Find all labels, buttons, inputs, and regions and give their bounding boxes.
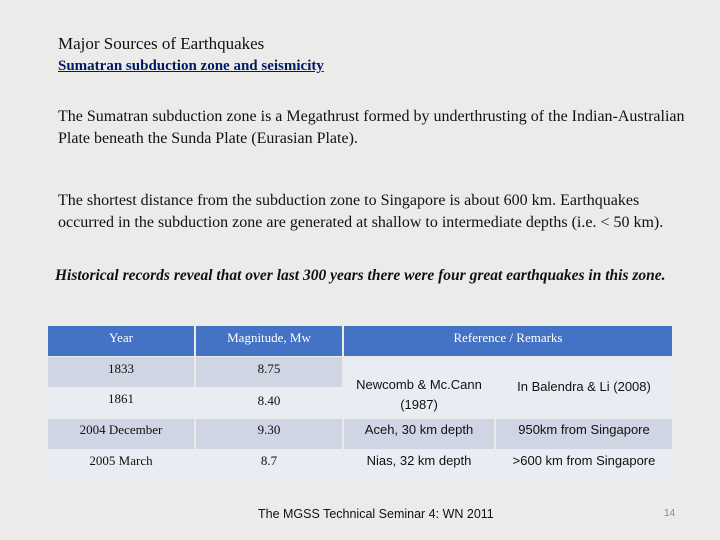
header-year: Year xyxy=(48,326,194,356)
row-2004-reference: Aceh, 30 km depth xyxy=(344,419,494,449)
footer-text: The MGSS Technical Seminar 4: WN 2011 xyxy=(258,507,494,521)
row-1861-year: 1861 xyxy=(48,388,194,418)
highlight-historical: Historical records reveal that over last 300 years there were four great earthquakes in this zone. xyxy=(55,267,666,284)
merged-reference: Newcomb & Mc.Cann (1987) xyxy=(344,357,494,418)
paragraph-distance: The shortest distance from the subduction zone to Singapore is about 600 km. Earthquakes occurred in the subduction zone are generated at shallow to intermediate depths (i.e. < 50 km). xyxy=(58,192,664,231)
page-number: 14 xyxy=(664,508,676,519)
merged-remark: In Balendra & Li (2008) xyxy=(496,357,672,418)
row-2004-magnitude: 9.30 xyxy=(196,419,342,449)
paragraph-subduction: The Sumatran subduction zone is a Megathrust formed by underthrusting of the Indian-Australian Plate beneath the Sunda Plate (Eurasian Plate). xyxy=(58,108,685,147)
row-2005-year: 2005 March xyxy=(48,450,194,481)
row-2005-remark: >600 km from Singapore xyxy=(496,450,672,481)
row-2005-magnitude: 8.7 xyxy=(196,450,342,481)
row-2004-year: 2004 December xyxy=(48,419,194,449)
row-2004-remark: 950km from Singapore xyxy=(496,419,672,449)
row-2005-reference: Nias, 32 km depth xyxy=(344,450,494,481)
earthquake-table xyxy=(48,326,672,481)
header-reference: Reference / Remarks xyxy=(344,326,672,356)
row-1833-year: 1833 xyxy=(48,357,194,387)
row-1833-magnitude: 8.75 xyxy=(196,357,342,387)
slide-subtitle: Sumatran subduction zone and seismicity xyxy=(58,58,324,74)
slide-title: Major Sources of Earthquakes xyxy=(58,34,265,53)
row-1861-magnitude: 8.40 xyxy=(196,388,342,418)
header-magnitude: Magnitude, Mw xyxy=(196,326,342,356)
